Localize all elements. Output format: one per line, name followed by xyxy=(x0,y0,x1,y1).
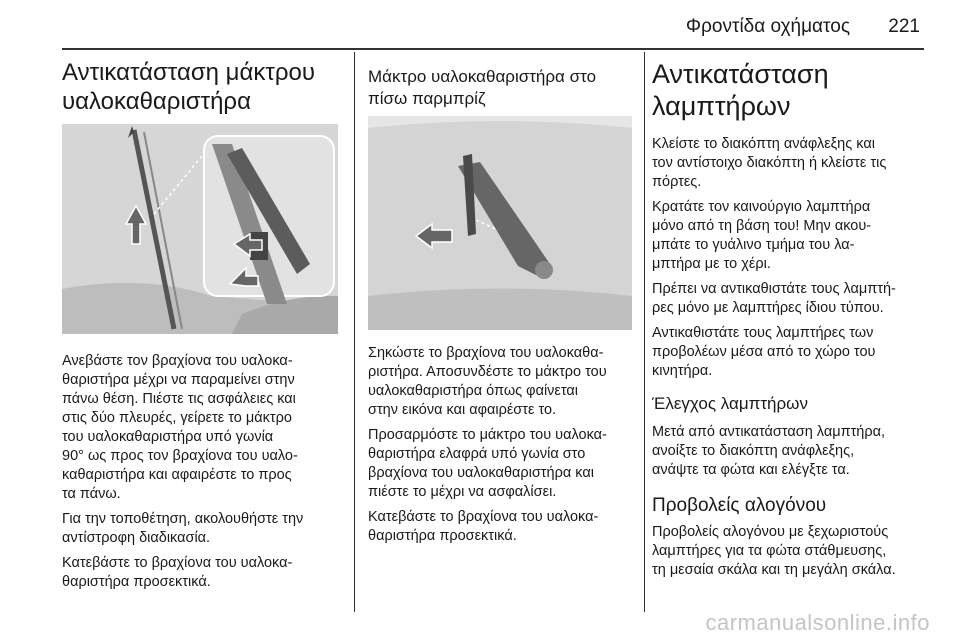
paragraph-halogen: Προβολείς αλογόνου με ξεχωριστούς λαμπτήρες για τα φώτα στάθμευσης, τη μεσαία σκάλα και τη μεγάλη σκάλα. xyxy=(652,524,896,578)
column-divider-2 xyxy=(644,52,645,612)
column-wiper-blade xyxy=(62,58,342,116)
page-header xyxy=(0,16,960,46)
watermark: carmanualsonline.info xyxy=(705,610,930,635)
subheading-bulb-check: Έλεγχος λαμπτήρων xyxy=(652,394,808,413)
paragraph-instructions: Ανεβάστε τον βραχίονα του υαλοκα- θαριστήρα μέχρι να παραμείνει στην πάνω θέση. Πιέστε τις ασφάλειες και στις δύο πλευρές, γείρετε το μάκτρο του υαλοκαθαριστήρα υπό γωνία 90° ως προς τον βραχίονα του υαλο- καθαριστήρα και αφαιρέστε το προς τα πάνω. xyxy=(62,353,298,502)
heading-rear-wiper: Μάκτρο υαλοκαθαριστήρα στο πίσω παρμπρίζ xyxy=(368,67,597,108)
column-bulb-replacement xyxy=(652,58,932,580)
paragraph-check-lights: Μετά από αντικατάσταση λαμπτήρα, ανοίξτε το διακόπτη ανάφλεξης, ανάψτε τα φώτα και ελέγξτε τα. xyxy=(652,424,886,478)
paragraph-lift-arm: Σηκώστε το βραχίονα του υαλοκαθα- ριστήρα. Αποσυνδέστε το μάκτρο του υαλοκαθαριστήρα όπως φαίνεται στην εικόνα και αφαιρέστε το. xyxy=(368,345,607,418)
paragraph-install: Για την τοποθέτηση, ακολουθήστε την αντίστροφη διαδικασία. xyxy=(62,511,304,546)
column-wiper-blade-text xyxy=(62,352,342,592)
figure-front-wiper xyxy=(62,124,338,334)
paragraph-hold-bulb: Κρατάτε τον καινούργιο λαμπτήρα μόνο από τη βάση του! Μην ακου- μπάτε το γυάλινο τμήμα του λα- μπτήρα με το χέρι. xyxy=(652,199,872,272)
column-rear-wiper-text xyxy=(368,344,638,546)
page-number: 221 xyxy=(888,16,920,37)
paragraph-same-type: Πρέπει να αντικαθιστάτε τους λαμπτή- ρες μόνο με λαμπτήρες ίδιου τύπου. xyxy=(652,281,896,316)
paragraph-engine-bay: Αντικαθιστάτε τους λαμπτήρες των προβολέων μέσα από το χώρο του κινητήρα. xyxy=(652,325,876,379)
heading-wiper-blade: Αντικατάσταση μάκτρου υαλοκαθαριστήρα xyxy=(62,59,315,115)
section-title: Φροντίδα οχήματος xyxy=(685,16,850,37)
heading-bulb-replacement: Αντικατάσταση λαμπτήρων xyxy=(652,59,829,121)
paragraph-lower-arm-rear: Κατεβάστε το βραχίονα του υαλοκα- θαριστήρα προσεκτικά. xyxy=(368,509,599,544)
paragraph-attach-blade: Προσαρμόστε το μάκτρο του υαλοκα- θαριστήρα ελαφρά υπό γωνία στο βραχίονα του υαλοκαθαριστήρα και πιέστε το μέχρι να ασφαλίσει. xyxy=(368,427,607,500)
column-rear-wiper xyxy=(368,66,638,110)
column-divider-1 xyxy=(354,52,355,612)
figure-rear-wiper xyxy=(368,116,632,330)
heading-halogen: Προβολείς αλογόνου xyxy=(652,495,827,516)
paragraph-lower-arm: Κατεβάστε το βραχίονα του υαλοκα- θαριστήρα προσεκτικά. xyxy=(62,555,293,590)
header-rule xyxy=(62,48,924,50)
paragraph-switch-off: Κλείστε το διακόπτη ανάφλεξης και τον αντίστοιχο διακόπτη ή κλείστε τις πόρτες. xyxy=(652,136,887,190)
